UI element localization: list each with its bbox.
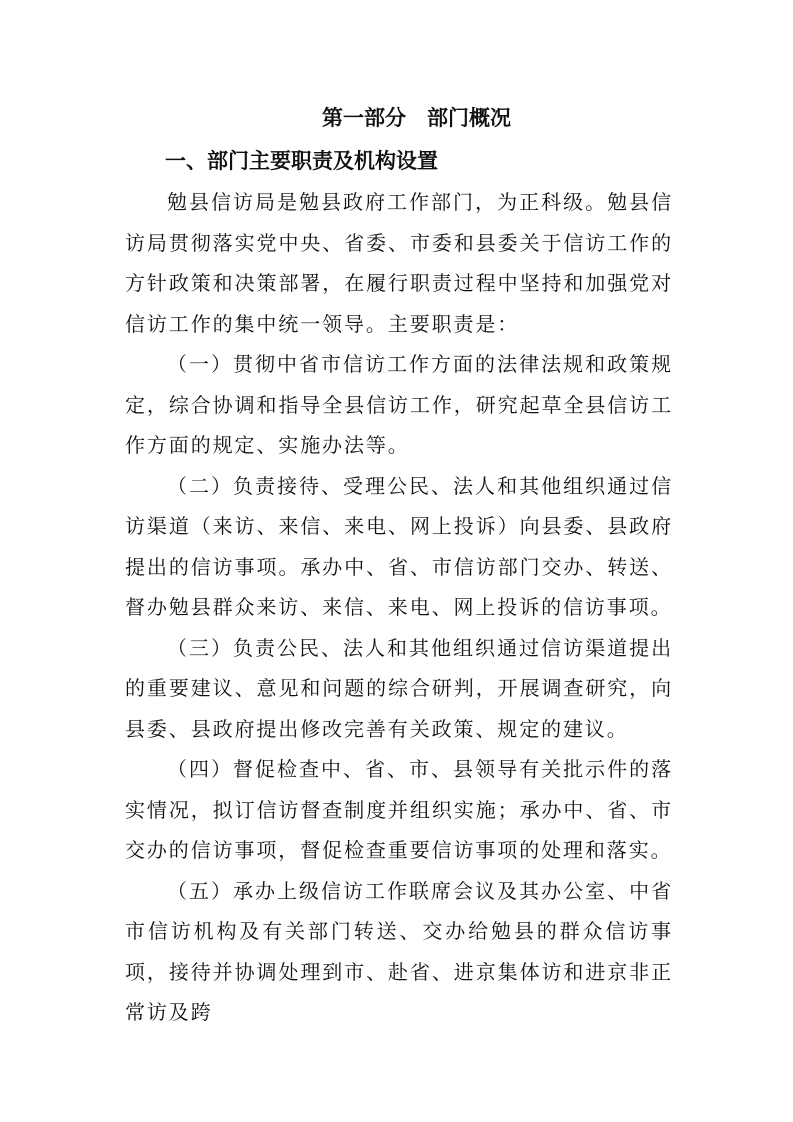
duty-paragraph-3: （三）负责公民、法人和其他组织通过信访渠道提出的重要建议、意见和问题的综合研判，开展调查研究，向县委、县政府提出修改完善有关政策、规定的建议。 [125,635,673,741]
duty-paragraph-5: （五）承办上级信访工作联席会议及其办公室、中省市信访机构及有关部门转送、交办给勉县的群众信访事项，接待并协调处理到市、赴省、进京集体访和进京非正常访及跨 [125,878,673,1024]
page-title: 第一部分 部门概况 [322,106,511,130]
section-heading: 一、部门主要职责及机构设置 [165,149,438,173]
duty-paragraph-2: （二）负责接待、受理公民、法人和其他组织通过信访渠道（来访、来信、来电、网上投诉）向县委、县政府提出的信访事项。承办中、省、市信访部门交办、转送、督办勉县群众来访、来信、来电、网上投诉的信访事项。 [125,473,673,619]
duty-paragraph-4: （四）督促检查中、省、市、县领导有关批示件的落实情况，拟订信访督查制度并组织实施；承办中、省、市交办的信访事项，督促检查重要信访事项的处理和落实。 [125,757,673,862]
duty-paragraph-1: （一）贯彻中省市信访工作方面的法律法规和政策规定，综合协调和指导全县信访工作，研究起草全县信访工作方面的规定、实施办法等。 [125,352,673,457]
intro-paragraph: 勉县信访局是勉县政府工作部门，为正科级。勉县信访局贯彻落实党中央、省委、市委和县委关于信访工作的方针政策和决策部署，在履行职责过程中坚持和加强党对信访工作的集中统一领导。主要职责是： [125,190,673,336]
document-body [125,182,673,1033]
